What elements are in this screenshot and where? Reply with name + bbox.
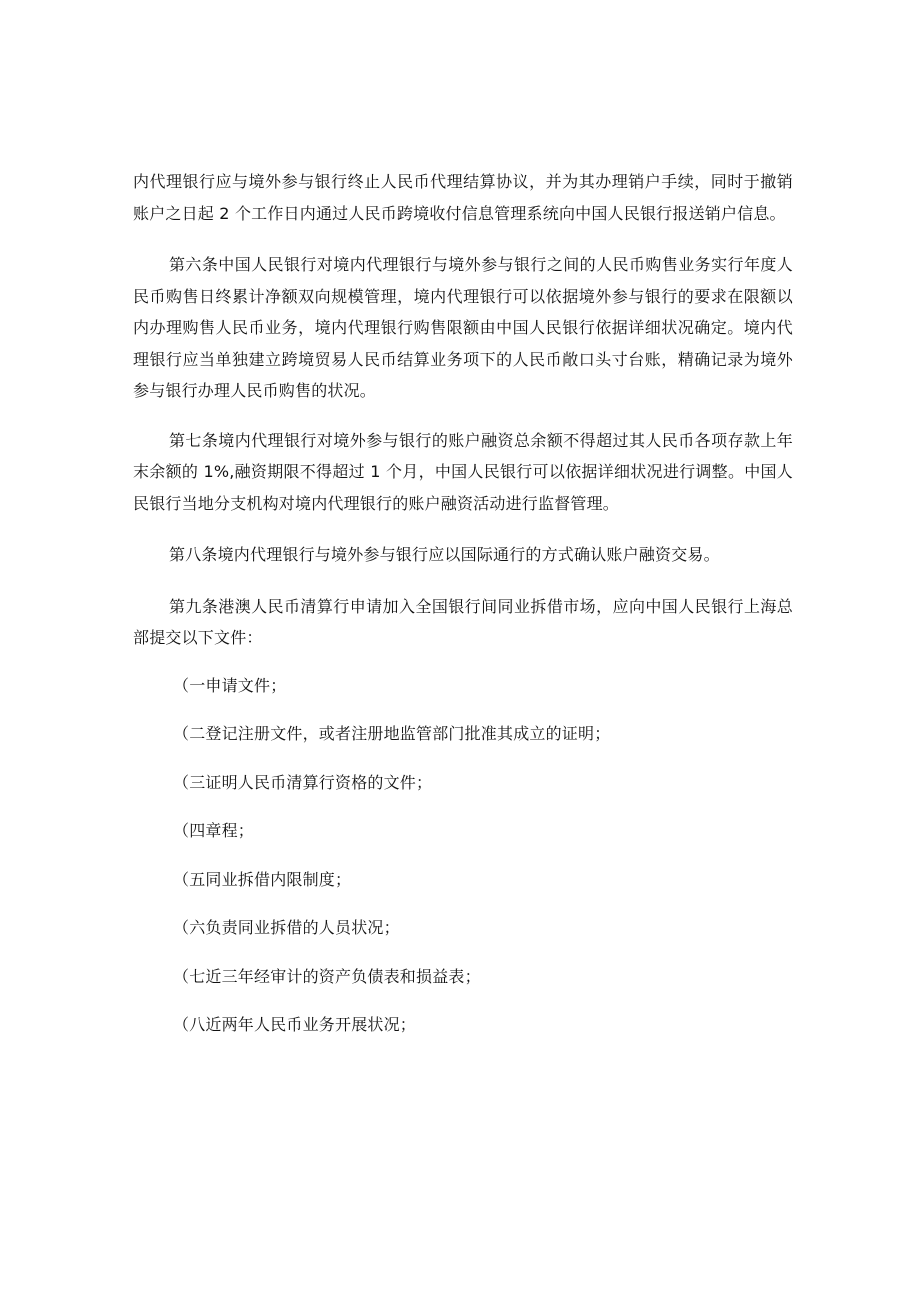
list-item: （三证明人民币清算行资格的文件； <box>173 772 433 792</box>
list-item: （四章程； <box>173 821 255 840</box>
paragraph-article-8: 第八条境内代理银行与境外参与银行应以国际通行的方式确认账户融资交易。 <box>169 545 720 564</box>
paragraph-article-9: 第九条港澳人民币清算行申请加入全国银行间同业拆借市场，应向中国人民银行上海总部提交以下文件： <box>133 596 793 647</box>
document-body <box>133 166 793 1041</box>
paragraph-continuation: 内代理银行应与境外参与银行终止人民币代理结算协议，并为其办理销户手续，同时于撤销账户之日起 2 个工作日内通过人民币跨境收付信息管理系统向中国人民银行报送销户信息。 <box>133 172 793 223</box>
list-item: （五同业拆借内限制度； <box>173 869 352 889</box>
list-item: （二登记注册文件，或者注册地监管部门批准其成立的证明； <box>173 724 611 743</box>
paragraph-article-6: 第六条中国人民银行对境内代理银行与境外参与银行之间的人民币购售业务实行年度人民币购售日终累计净额双向规模管理，境内代理银行可以依据境外参与银行的要求在限额以内办理购售人民币业务，境内代理银行购售限额由中国人民银行依据详细状况确定。境内代理银行应当单独建立跨境贸易人民币结算业务项下的人民币敞口头寸台账，精确记录为境外参与银行办理人民币购售的状况。 <box>133 255 793 400</box>
list-item: （一申请文件； <box>173 675 287 695</box>
list-item: （七近三年经审计的资产负债表和损益表； <box>173 966 481 986</box>
paragraph-article-7: 第七条境内代理银行对境外参与银行的账户融资总余额不得超过其人民币各项存款上年末余额的 1%,融资期限不得超过 1 个月，中国人民银行可以依据详细状况进行调整。中国人民银行当地分支机构对境内代理银行的账户融资活动进行监督管理。 <box>133 430 793 513</box>
list-item: （六负责同业拆借的人员状况； <box>173 918 400 937</box>
required-documents-list <box>133 670 793 1041</box>
list-item: （八近两年人民币业务开展状况； <box>173 1015 417 1034</box>
